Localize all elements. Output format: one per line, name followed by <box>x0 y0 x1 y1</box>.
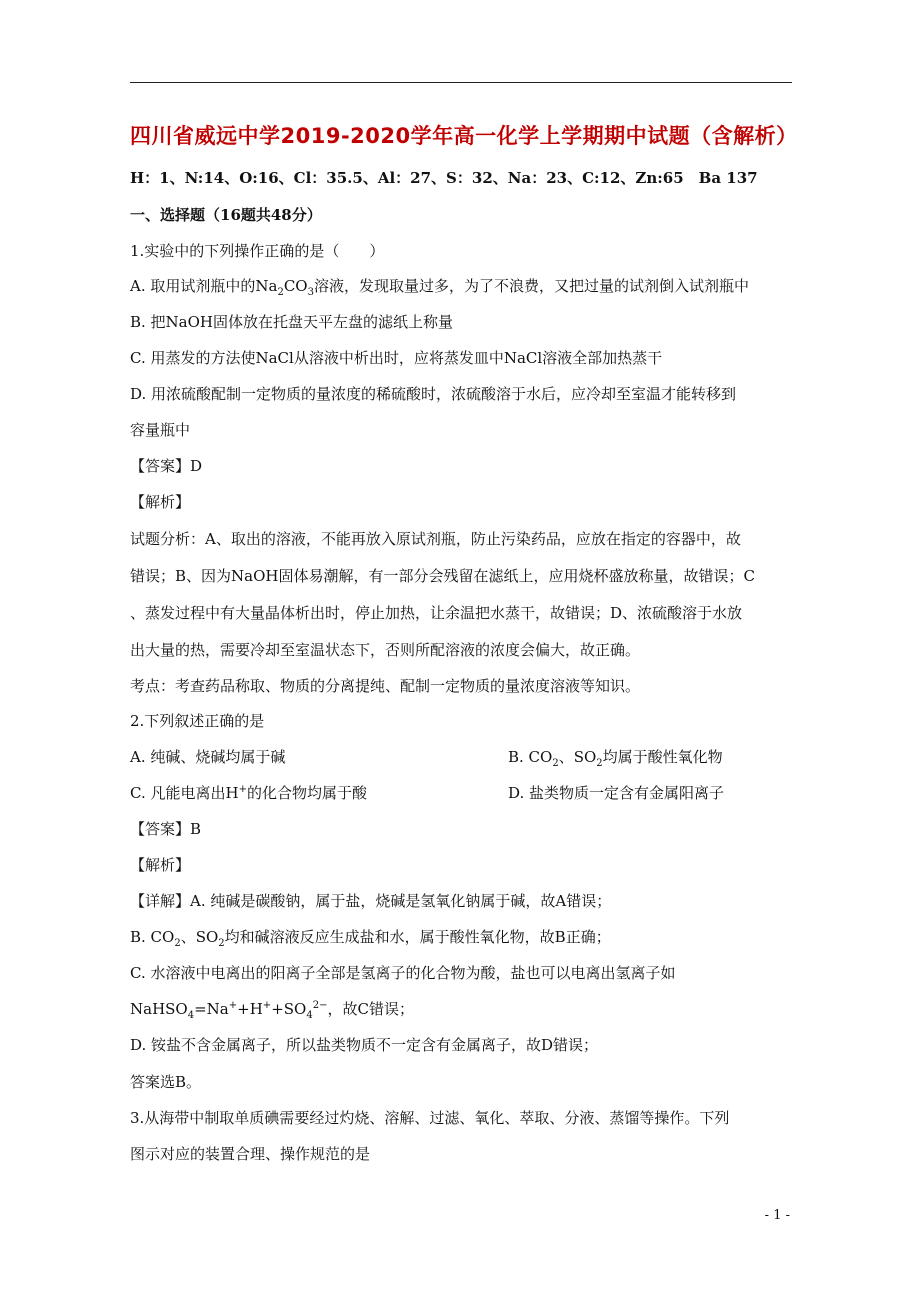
q2-detail-c-line1: C. 水溶液中电离出的阳离子全部是氢离子的化合物为酸，盐也可以电离出氢离子如 <box>130 964 676 982</box>
q2-final-answer: 答案选B。 <box>130 1073 202 1091</box>
section-heading: 一、选择题（16题共48分） <box>130 206 322 224</box>
q2-analysis-heading: 【解析】 <box>130 856 191 874</box>
q1-explanation-line: 出大量的热，需要冷却至室温状态下，否则所配溶液的浓度会偏大，故正确。 <box>130 641 641 659</box>
q1-explanation-line: 、蒸发过程中有大量晶体析出时，停止加热，让余温把水蒸干，故错误；D、浓硫酸溶于水放 <box>130 604 743 622</box>
q1-option-a: A. 取用试剂瓶中的$Na_2CO_3$溶液，发现取量过多，为了不浪费，又把过量的试剂倒入试剂瓶中 <box>130 277 749 298</box>
q2-option-c: C. 凡能电离出H+的化合物均属于酸 <box>130 784 367 802</box>
q1-explanation-line: 试题分析：A、取出的溶液，不能再放入原试剂瓶，防止污染药品，应放在指定的容器中，故 <box>130 530 741 548</box>
q1-analysis-heading: 【解析】 <box>130 493 191 511</box>
q2-detail-d: D. 铵盐不含金属离子，所以盐类物质不一定含有金属离子，故D错误； <box>130 1036 599 1054</box>
q2-stem: 2.下列叙述正确的是 <box>130 712 265 730</box>
q1-option-c: C. 用蒸发的方法使NaCl从溶液中析出时，应将蒸发皿中NaCl溶液全部加热蒸干 <box>130 349 663 367</box>
q2-detail-a: 【详解】A. 纯碱是碳酸钠，属于盐，烧碱是氢氧化钠属于碱，故A错误； <box>130 892 612 910</box>
q1-option-d-line2: 容量瓶中 <box>130 421 191 439</box>
q3-stem-line2: 图示对应的装置合理、操作规范的是 <box>130 1145 371 1163</box>
document-title: 四川省威远中学2019-2020学年高一化学上学期期中试题（含解析） <box>130 124 798 148</box>
q1-stem: 1.实验中的下列操作正确的是（ ） <box>130 242 385 260</box>
header-rule <box>130 82 792 83</box>
q2-detail-c-line2: $NaHSO_4=Na^++H^++SO_4^{2-}$，故C错误； <box>130 1000 414 1021</box>
q2-option-d: D. 盐类物质一定含有金属阳离子 <box>508 784 725 802</box>
q2-answer: 【答案】B <box>130 820 202 838</box>
q1-explanation-line: 错误；B、因为NaOH固体易潮解，有一部分会残留在滤纸上，应用烧杯盛放称量，故错误；C <box>130 567 755 585</box>
q1-answer: 【答案】D <box>130 457 203 475</box>
atomic-masses: H：1、N:14、O:16、Cl：35.5、Al：27、S：32、Na：23、C:12、Zn:65 Ba 137 <box>130 169 758 187</box>
q1-kaodian: 考点：考查药品称取、物质的分离提纯、配制一定物质的量浓度溶液等知识。 <box>130 677 641 695</box>
q1-option-d-line1: D. 用浓硫酸配制一定物质的量浓度的稀硫酸时，浓硫酸溶于水后，应冷却至室温才能转移到 <box>130 385 737 403</box>
page-number: - 1 - <box>764 1208 790 1223</box>
q2-detail-b: B. $CO_2$、$SO_2$均和碱溶液反应生成盐和水，属于酸性氧化物，故B正确； <box>130 928 611 949</box>
q2-option-b: B. $CO_2$、$SO_2$均属于酸性氧化物 <box>508 748 723 769</box>
q3-stem-line1: 3.从海带中制取单质碘需要经过灼烧、溶解、过滤、氧化、萃取、分液、蒸馏等操作。下列 <box>130 1109 730 1127</box>
q1-option-b: B. 把NaOH固体放在托盘天平左盘的滤纸上称量 <box>130 313 454 331</box>
q2-option-a: A. 纯碱、烧碱均属于碱 <box>130 748 286 766</box>
